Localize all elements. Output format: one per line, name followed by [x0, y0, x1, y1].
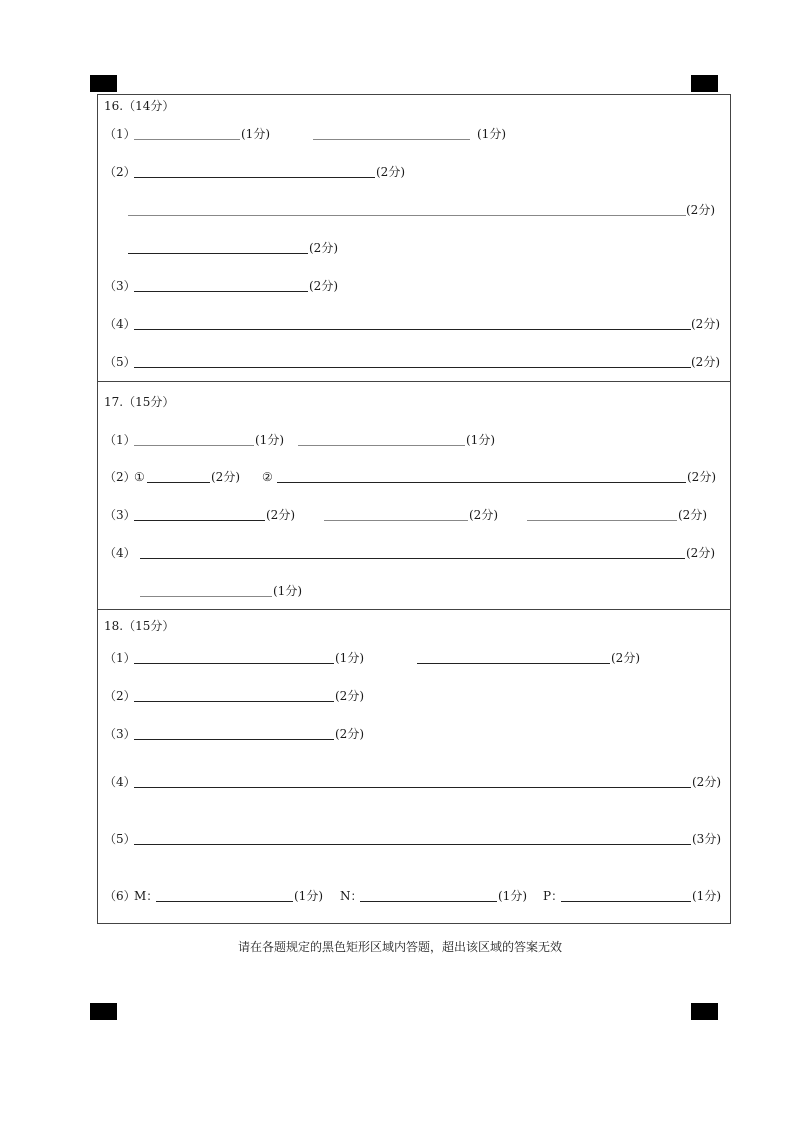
q17-part-2-score-a: (2分): [211, 470, 240, 484]
q18-part-6-n-answer-line[interactable]: [360, 901, 497, 902]
q17-part-4-answer-line-a[interactable]: [140, 558, 685, 559]
q17-part-3-label: （3）: [104, 508, 136, 522]
q18-part-6-label: （6）: [104, 889, 136, 903]
q17-part-2-label: （2）: [104, 470, 136, 484]
q17-part-1-score-a: (1分): [255, 433, 284, 447]
q16-part-2-answer-line-c[interactable]: [128, 253, 308, 254]
q16-part-1-score-b: (1分): [477, 127, 506, 141]
q18-part-1-answer-line-a[interactable]: [134, 663, 334, 664]
q18-part-1-label: （1）: [104, 651, 136, 665]
q18-part-1-answer-line-b[interactable]: [417, 663, 610, 664]
corner-marker-bottom-right: [691, 1003, 718, 1020]
q17-part-4-answer-line-b[interactable]: [140, 596, 272, 597]
question-17-box: [97, 381, 731, 610]
q18-part-6-n-score: (1分): [498, 889, 527, 903]
q17-part-1-answer-line-a[interactable]: [134, 445, 254, 446]
q16-part-1-answer-line-a[interactable]: [134, 139, 240, 140]
q18-part-4-score: (2分): [692, 775, 721, 789]
q18-part-5-score: (3分): [692, 832, 721, 846]
corner-marker-bottom-left: [90, 1003, 117, 1020]
q17-part-2-circle-2: ②: [262, 470, 273, 484]
question-16-title: 16.（14分）: [104, 99, 175, 113]
question-16-box: [97, 94, 731, 382]
q17-part-3-answer-line-b[interactable]: [324, 520, 468, 521]
q16-part-5-answer-line[interactable]: [134, 367, 691, 368]
q18-part-6-n-label: N：: [340, 889, 363, 903]
q16-part-2-score-c: (2分): [309, 241, 338, 255]
q16-part-4-label: （4）: [104, 317, 136, 331]
q16-part-1-answer-line-b[interactable]: [313, 139, 470, 140]
q18-part-2-score: (2分): [335, 689, 364, 703]
q17-part-2-score-b: (2分): [687, 470, 716, 484]
q17-part-1-score-b: (1分): [466, 433, 495, 447]
q18-part-4-label: （4）: [104, 775, 136, 789]
q16-part-1-score-a: (1分): [241, 127, 270, 141]
q17-part-2-answer-line-b[interactable]: [277, 482, 686, 483]
q17-part-2-circle-1: ①: [134, 470, 145, 484]
q16-part-4-answer-line[interactable]: [134, 329, 691, 330]
answer-area-notice: 请在各题规定的黑色矩形区域内答题，超出该区域的答案无效: [237, 940, 562, 954]
q18-part-6-m-answer-line[interactable]: [156, 901, 293, 902]
q18-part-2-answer-line[interactable]: [134, 701, 334, 702]
q17-part-3-answer-line-c[interactable]: [527, 520, 677, 521]
corner-marker-top-left: [90, 75, 117, 92]
q18-part-5-label: （5）: [104, 832, 136, 846]
q16-part-3-answer-line[interactable]: [134, 291, 308, 292]
q17-part-3-score-c: (2分): [678, 508, 707, 522]
question-18-title: 18.（15分）: [104, 619, 175, 633]
q17-part-3-score-b: (2分): [469, 508, 498, 522]
q16-part-1-label: （1）: [104, 127, 136, 141]
q17-part-1-answer-line-b[interactable]: [298, 445, 465, 446]
q18-part-6-m-score: (1分): [294, 889, 323, 903]
q16-part-3-label: （3）: [104, 279, 136, 293]
q18-part-6-p-score: (1分): [692, 889, 721, 903]
q17-part-4-score-a: (2分): [686, 546, 715, 560]
q16-part-5-label: （5）: [104, 355, 136, 369]
q18-part-5-answer-line[interactable]: [134, 844, 691, 845]
q17-part-4-score-b: (1分): [273, 584, 302, 598]
q16-part-2-score-b: (2分): [686, 203, 715, 217]
q18-part-1-score-b: (2分): [611, 651, 640, 665]
q16-part-4-score: (2分): [691, 317, 720, 331]
q17-part-2-answer-line-a[interactable]: [147, 482, 210, 483]
q17-part-3-score-a: (2分): [266, 508, 295, 522]
q16-part-5-score: (2分): [691, 355, 720, 369]
q18-part-3-score: (2分): [335, 727, 364, 741]
q17-part-4-label: （4）: [104, 546, 136, 560]
q18-part-6-p-answer-line[interactable]: [561, 901, 691, 902]
q18-part-1-score-a: (1分): [335, 651, 364, 665]
q18-part-3-label: （3）: [104, 727, 136, 741]
q18-part-3-answer-line[interactable]: [134, 739, 334, 740]
corner-marker-top-right: [691, 75, 718, 92]
q17-part-3-answer-line-a[interactable]: [134, 520, 265, 521]
q18-part-6-p-label: P：: [543, 889, 564, 903]
q16-part-3-score: (2分): [309, 279, 338, 293]
q17-part-1-label: （1）: [104, 433, 136, 447]
q16-part-2-score-a: (2分): [376, 165, 405, 179]
q16-part-2-answer-line-a[interactable]: [134, 177, 375, 178]
q16-part-2-answer-line-b[interactable]: [128, 215, 686, 216]
q18-part-6-m-label: M：: [134, 889, 159, 903]
q18-part-2-label: （2）: [104, 689, 136, 703]
question-17-title: 17.（15分）: [104, 395, 175, 409]
q18-part-4-answer-line[interactable]: [134, 787, 691, 788]
q16-part-2-label: （2）: [104, 165, 136, 179]
